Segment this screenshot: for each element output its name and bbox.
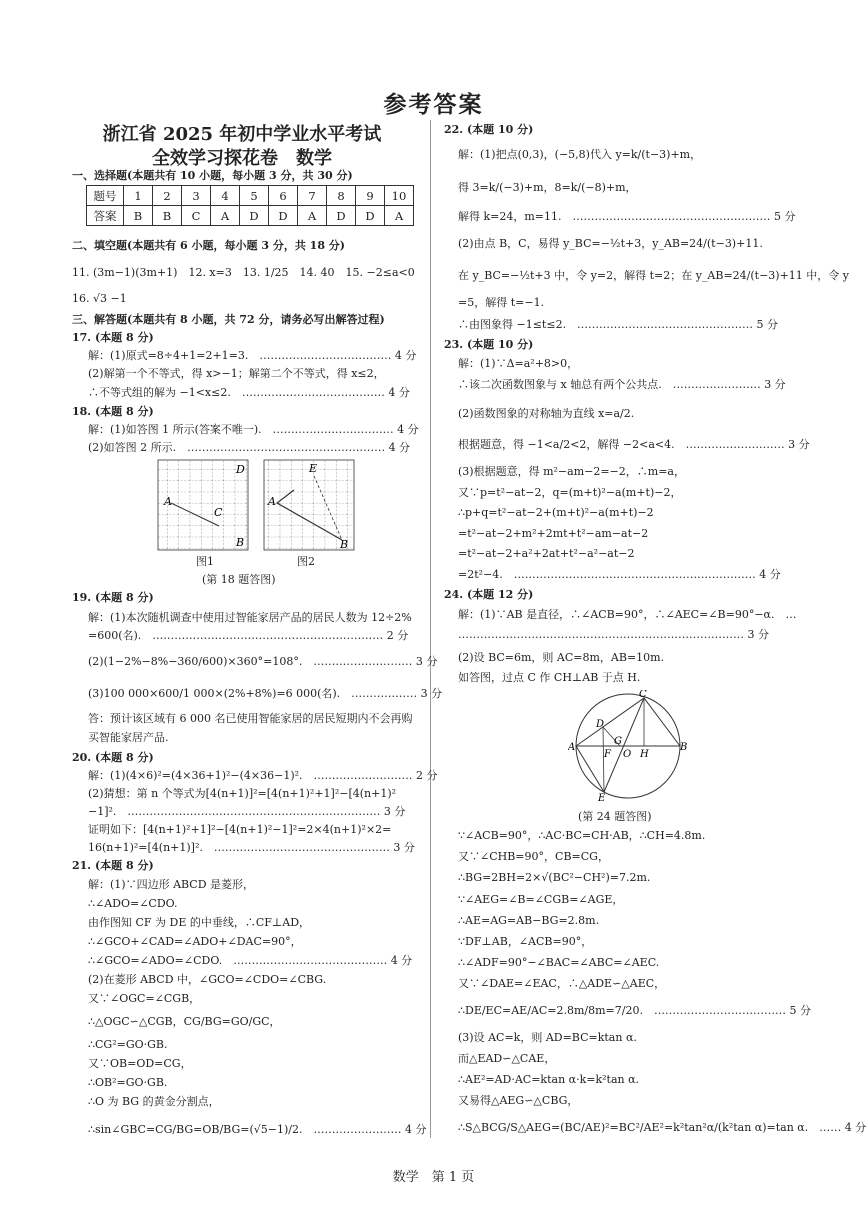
q24-head: 24. (本题 12 分) (444, 588, 534, 601)
table-cell: A (298, 206, 327, 226)
q20-head: 20. (本题 8 分) (72, 751, 154, 764)
q24-line: (3)设 AC=k，则 AD=BC=ktan α. (458, 1031, 637, 1044)
label-a: A (268, 495, 276, 508)
q19-head: 19. (本题 8 分) (72, 591, 154, 604)
fig1-caption: 图1 (196, 555, 214, 568)
section-fill: 二、填空题(本题共有 6 小题，每小题 3 分，共 18 分) (72, 239, 346, 252)
q22-line: (2)由点 B，C，易得 y_BC=−½t+3，y_AB=24/(t−3)+11. (458, 237, 763, 250)
q23-line: (3)根据题意，得 m²−am−2=−2，∴m=a， (458, 465, 685, 478)
q21-line: ∴CG²=GO·GB. (88, 1038, 168, 1051)
q17-line: (2)解第一个不等式，得 x>−1；解第二个不等式，得 x≤2， (88, 367, 385, 380)
q24-line: ∴∠ADF=90°−∠BAC=∠ABC=∠AEC. (458, 956, 660, 969)
answer-table (86, 185, 414, 226)
table-cell: D (269, 206, 298, 226)
fig2-caption: 图2 (297, 555, 315, 568)
label-c: C (214, 506, 223, 519)
label-b: B (680, 742, 688, 753)
exam-title: 浙江省 2025 年初中学业水平考试 (102, 124, 382, 145)
q17-line: ∴不等式组的解为 −1<x≤2. ………………………………… 4 分 (88, 386, 410, 399)
q17-head: 17. (本题 8 分) (72, 331, 154, 344)
q17-line: 解：(1)原式=8÷4+1=2+1=3. ……………………………… 4 分 (88, 349, 417, 362)
q19-line: (3)100 000×600/1 000×(2%+8%)=6 000(名). ……………… 3 分 (88, 687, 443, 700)
page-footer: 数学 第 1 页 (392, 1170, 475, 1185)
table-cell: D (356, 206, 385, 226)
table-header: 答案 (87, 206, 124, 226)
q22-line: 得 3=k/(−3)+m，8=k/(−8)+m， (458, 181, 637, 194)
q20-line: (2)猜想：第 n 个等式为[4(n+1)]²=[4(n+1)²+1]²−[4(n+1)² (88, 787, 397, 800)
label-d: D (596, 719, 605, 730)
table-cell: B (124, 206, 153, 226)
table-cell: D (240, 206, 269, 226)
q24-line: 又易得△AEG∽△CBG， (458, 1094, 579, 1107)
label-b: B (236, 536, 245, 549)
q24-line: 而△EAD∽△CAE， (458, 1052, 556, 1065)
q24-line: ∴AE=AG=AB−BG=2.8m. (458, 914, 600, 927)
label-a: A (568, 742, 576, 753)
q24-line: 又∵∠DAE=∠EAC，∴△ADE∽△AEC， (458, 977, 666, 990)
q22-line: 在 y_BC=−½t+3 中，令 y=2，解得 t=2；在 y_AB=24/(t−3)+11 中，令 y (458, 269, 849, 282)
q21-line: 解：(1)∵四边形 ABCD 是菱形， (88, 878, 255, 891)
label-d: D (236, 463, 245, 476)
table-cell: 4 (211, 186, 240, 206)
q21-line: ∴∠GCO+∠CAD=∠ADO+∠DAC=90°， (88, 935, 302, 948)
q23-line: ∴该二次函数图象与 x 轴总有两个公共点. …………………… 3 分 (458, 378, 786, 391)
table-header: 题号 (87, 186, 124, 206)
label-c: C (639, 690, 647, 700)
q18-line: 解：(1)如答图 1 所示(答案不唯一). …………………………… 4 分 (88, 423, 419, 436)
column-divider (430, 120, 431, 1138)
label-b: B (340, 538, 349, 551)
fig18-caption: (第 18 题答图) (202, 573, 276, 586)
fig24-caption: (第 24 题答图) (578, 810, 652, 823)
table-cell: C (182, 206, 211, 226)
q19-line: 解：(1)本次随机调查中使用过智能家居产品的居民人数为 12÷2% (88, 611, 412, 624)
table-cell: 8 (327, 186, 356, 206)
label-h: H (640, 749, 649, 760)
q22-line: =5，解得 t=−1. (458, 296, 545, 309)
q23-line: 又∵p=t²−at−2，q=(m+t)²−a(m+t)−2， (458, 486, 682, 499)
q24-line: ∴S△BCG/S△AEG=(BC/AE)²=BC²/AE²=k²tan²α/(k²tan α)=tan α. …… 4 分 (458, 1121, 867, 1134)
q23-head: 23. (本题 10 分) (444, 338, 534, 351)
label-e: E (309, 462, 318, 475)
q23-line: =t²−at−2+a²+2at+t²−a²−at−2 (458, 547, 635, 560)
q23-line: =t²−at−2+m²+2mt+t²−am−at−2 (458, 527, 649, 540)
label-e: E (598, 793, 606, 802)
table-cell: 3 (182, 186, 211, 206)
table-cell: 6 (269, 186, 298, 206)
table-cell: D (327, 206, 356, 226)
q19-line: 答：预计该区域有 6 000 名已使用智能家居的居民短期内不会再购 (88, 712, 413, 725)
chord-ae (576, 746, 604, 792)
fill-answers-2: 16. √3 −1 (72, 292, 127, 305)
table-cell: 9 (356, 186, 385, 206)
label-f: F (604, 749, 611, 760)
fig24-circle (568, 690, 688, 802)
page-title: 参考答案 (383, 91, 484, 118)
q19-line: =600(名). ……………………………………………………… 2 分 (88, 629, 409, 642)
q24-line: ∵∠AEG=∠B=∠CGB=∠AGE， (458, 893, 624, 906)
q21-line: ∴△OGC∽△CGB，CG/BG=GO/GC， (88, 1015, 281, 1028)
q19-line: 买智能家居产品. (88, 731, 169, 744)
table-cell: 10 (385, 186, 414, 206)
q21-line: 由作图知 CF 为 DE 的中垂线，∴CF⊥AD， (88, 916, 311, 929)
section-choice: 一、选择题(本题共有 10 小题，每小题 3 分，共 30 分) (72, 169, 353, 182)
q21-line: ∴OB²=GO·GB. (88, 1076, 168, 1089)
q22-line: 解：(1)把点(0,3)，(−5,8)代入 y=k/(t−3)+m， (458, 148, 702, 161)
q20-line: 证明如下：[4(n+1)²+1]²−[4(n+1)²−1]²=2×4(n+1)²×2= (88, 823, 392, 836)
table-cell: A (385, 206, 414, 226)
q21-line: ∴sin∠GBC=CG/BG=OB/BG=(√5−1)/2. …………………… 4 分 (88, 1123, 427, 1136)
triangle-acb (576, 698, 680, 746)
q24-line: ∵DF⊥AB，∠ACB=90°， (458, 935, 593, 948)
q21-line: 又∵∠OGC=∠CGB， (88, 992, 201, 1005)
section-solve: 三、解答题(本题共有 8 小题，共 72 分，请务必写出解答过程) (72, 313, 385, 326)
table-cell: 5 (240, 186, 269, 206)
q23-line: 解：(1)∵Δ=a²+8>0， (458, 357, 579, 370)
q20-line: 16(n+1)²=[4(n+1)]². ………………………………………… 3 分 (88, 841, 415, 854)
q23-line: 根据题意，得 −1<a/2<2，解得 −2<a<4. ……………………… 3 分 (458, 438, 810, 451)
fill-answers-1: 11. (3m−1)(3m+1) 12. x=3 13. 1/25 14. 40 15. −2≤a<0 (72, 266, 415, 279)
q24-line: 又∵∠CHB=90°，CB=CG， (458, 850, 609, 863)
exam-subtitle: 全效学习探花卷 数学 (152, 148, 332, 169)
q24-line: ∴AE²=AD·AC=ktan α·k=k²tan α. (458, 1073, 640, 1086)
table-cell: A (211, 206, 240, 226)
table-cell: B (153, 206, 182, 226)
q21-line: ∴O 为 BG 的黄金分割点， (88, 1095, 220, 1108)
q21-line: ∴∠ADO=∠CDO. (88, 897, 178, 910)
q21-head: 21. (本题 8 分) (72, 859, 154, 872)
fig18-grids (156, 458, 356, 558)
q22-head: 22. (本题 10 分) (444, 123, 534, 136)
q21-line: ∴∠GCO=∠ADO=∠CDO. …………………………………… 4 分 (88, 954, 413, 967)
q19-line: (2)(1−2%−8%−360/600)×360°=108°. ……………………… 3 分 (88, 655, 438, 668)
label-g: G (614, 736, 622, 747)
q23-line: ∴p+q=t²−at−2+(m+t)²−a(m+t)−2 (458, 506, 654, 519)
q22-line: 解得 k=24，m=11. ……………………………………………… 5 分 (458, 210, 796, 223)
table-row (87, 206, 414, 226)
q23-line: =2t²−4. ………………………………………………………… 4 分 (458, 568, 781, 581)
table-cell: 1 (124, 186, 153, 206)
q18-head: 18. (本题 8 分) (72, 405, 154, 418)
q24-line: 如答图，过点 C 作 CH⊥AB 于点 H. (458, 671, 641, 684)
label-o: O (623, 749, 632, 760)
q20-line: 解：(1)(4×6)²=(4×36+1)²−(4×36−1)². ……………………… 2 分 (88, 769, 438, 782)
q24-line: (2)设 BC=6m，则 AC=8m，AB=10m. (458, 651, 665, 664)
q23-line: (2)函数图象的对称轴为直线 x=a/2. (458, 407, 635, 420)
q18-line: (2)如答图 2 所示. ……………………………………………… 4 分 (88, 441, 411, 454)
q21-line: (2)在菱形 ABCD 中，∠GCO=∠CDO=∠CBG. (88, 973, 327, 986)
q22-line: ∴由图象得 −1≤t≤2. ………………………………………… 5 分 (458, 318, 779, 331)
table-row (87, 186, 414, 206)
q24-line: ∴DE/EC=AE/AC=2.8m/8m=7/20. ……………………………… 5 分 (458, 1004, 811, 1017)
q24-line: ∵∠ACB=90°，∴AC·BC=CH·AB，∴CH=4.8m. (458, 829, 706, 842)
table-cell: 7 (298, 186, 327, 206)
table-cell: 2 (153, 186, 182, 206)
label-a: A (164, 495, 172, 508)
q20-line: −1]². …………………………………………………………… 3 分 (88, 805, 406, 818)
q24-line: 解：(1)∵AB 是直径，∴∠ACB=90°，∴∠AEC=∠B=90°−α. … (458, 608, 797, 621)
q24-line: ∴BG=2BH=2×√(BC²−CH²)=7.2m. (458, 871, 651, 884)
q21-line: 又∵OB=OD=CG， (88, 1057, 192, 1070)
q24-line: …………………………………………………………………… 3 分 (458, 628, 769, 641)
